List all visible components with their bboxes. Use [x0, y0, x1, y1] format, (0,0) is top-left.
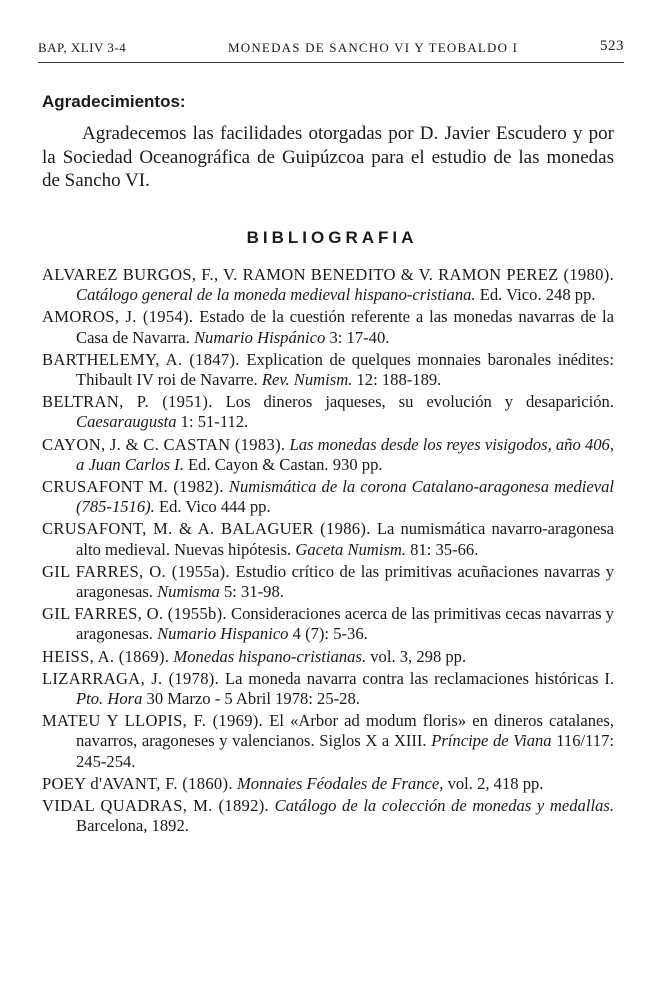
- bibliography-entry: POEY d'AVANT, F. (1860). Monnaies Féodales de France, vol. 2, 418 pp.: [42, 773, 544, 793]
- running-title: MONEDAS DE SANCHO VI Y TEOBALDO I: [228, 40, 519, 55]
- running-header: [38, 38, 624, 63]
- bibliography-entry: ALVAREZ BURGOS, F., V. RAMON BENEDITO & V. RAMON PEREZ (1980). Catálogo general de la moneda medieval hispano-cristiana. Ed. Vico. 248 pp.: [42, 265, 614, 305]
- bibliography-entry: CAYON, J. & C. CASTAN (1983). Las monedas desde los reyes visigodos, año 406, a Juan Carlos I. Ed. Cayon & Castan. 930 pp.: [42, 434, 614, 474]
- bibliography-entry: BELTRAN, P. (1951). Los dineros jaqueses, su evolución y desaparición. Caesaraugusta 1: 51-112.: [42, 392, 615, 432]
- bibliography-entry: AMOROS, J. (1954). Estado de la cuestión referente a las monedas navarras de la Casa de Navarra. Numario Hispánico 3: 17-40.: [42, 307, 614, 347]
- bibliography-entry: HEISS, A. (1869). Monedas hispano-cristianas. vol. 3, 298 pp.: [42, 646, 467, 666]
- bibliography-entry: GIL FARRES, O. (1955b). Consideraciones acerca de las primitivas cecas navarras y aragonesas. Numario Hispanico 4 (7): 5-36.: [42, 604, 614, 644]
- journal-reference: BAP, XLIV 3-4: [38, 40, 127, 55]
- bibliography-list: [42, 265, 614, 838]
- bibliography-entry: GIL FARRES, O. (1955a). Estudio crítico de las primitivas acuñaciones navarras y aragonesas. Numisma 5: 31-98.: [42, 561, 614, 602]
- acknowledgements-heading: Agradecimientos:: [42, 92, 186, 111]
- bibliography-entry: LIZARRAGA, J. (1978). La moneda navarra contra las reclamaciones históricas I. Pto. Hora 30 Marzo - 5 Abril 1978: 25-28.: [42, 668, 615, 709]
- bibliography-entry: BARTHELEMY, A. (1847). Explication de quelques monnaies baronales inédites: Thibault IV roi de Navarre. Rev. Numism. 12: 188-189.: [42, 349, 614, 390]
- bibliography-entry: MATEU Y LLOPIS, F. (1969). El «Arbor ad modum floris» en dineros catalanes, navarros, aragoneses y valencianos. Siglos X a XIII. Príncipe de Viana 116/117: 245-254.: [42, 711, 614, 771]
- bibliography-entry: CRUSAFONT, M. & A. BALAGUER (1986). La numismática navarro-aragonesa alto medieval. Nuevas hipótesis. Gaceta Numism. 81: 35-66.: [42, 519, 615, 559]
- page-number: 523: [600, 38, 624, 54]
- bibliography-entry: VIDAL QUADRAS, M. (1892). Catálogo de la colección de monedas y medallas. Barcelona, 1892.: [42, 796, 614, 836]
- bibliography-entry: CRUSAFONT M. (1982). Numismática de la corona Catalano-aragonesa medieval (785-1516). Ed. Vico 444 pp.: [42, 477, 615, 517]
- acknowledgements-paragraph: Agradecemos las facilidades otorgadas por D. Javier Escudero y por la Sociedad Oceanográfica de Guipúzcoa para el estudio de las monedas de Sancho VI.: [42, 123, 614, 191]
- bibliography-heading: BIBLIOGRAFIA: [246, 228, 418, 247]
